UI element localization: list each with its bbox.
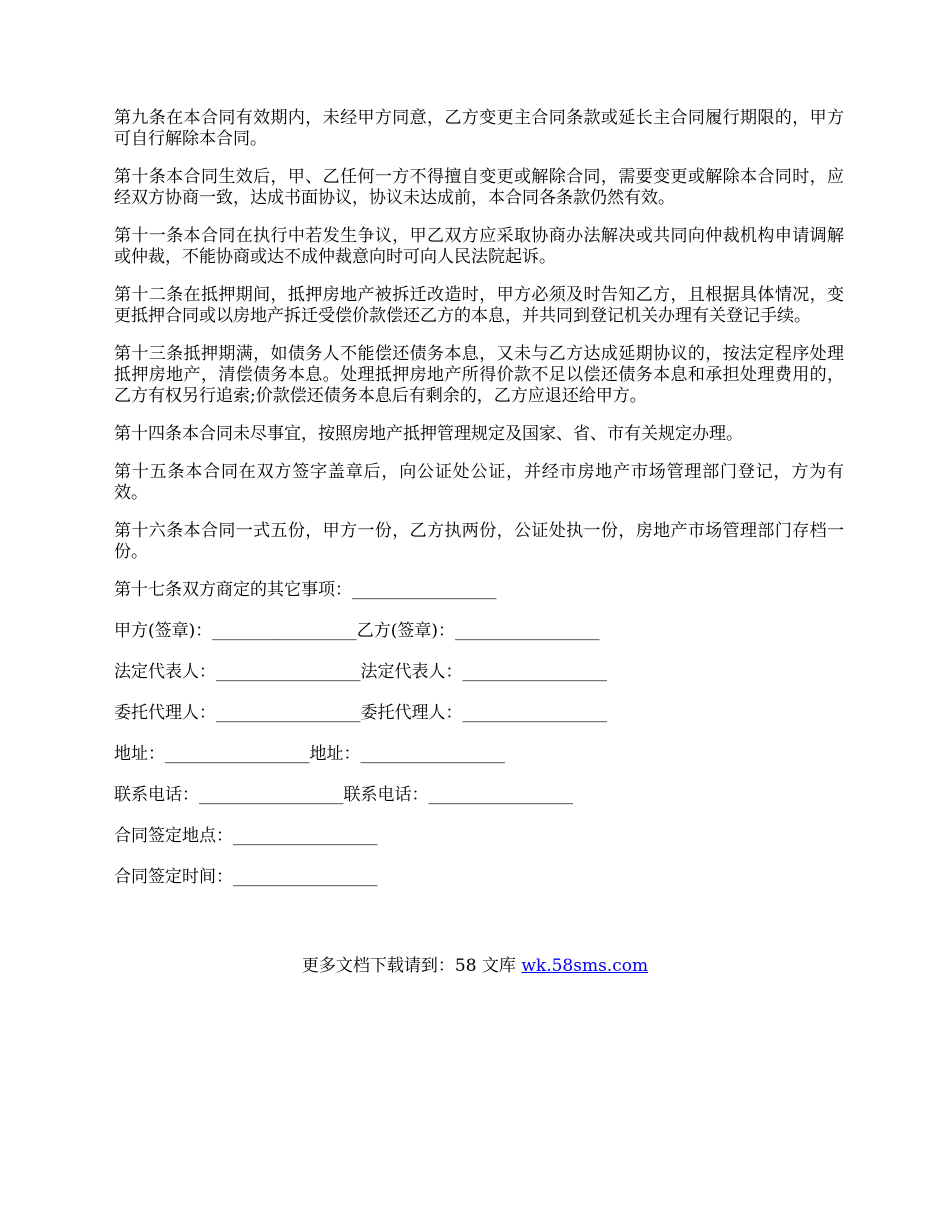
article-13: 第十三条抵押期满，如债务人不能偿还债务本息，又未与乙方达成延期协议的，按法定程序处理抵押房地产，清偿债务本息。处理抵押房地产所得价款不足以偿还债务本息和承担处理费用的，乙方有权另行追索;价款偿还债务本息后有剩余的，乙方应退还给甲方。 bbox=[114, 344, 844, 406]
other-matters-line: 第十七条双方商定的其它事项：_________________ bbox=[114, 580, 497, 600]
footer-text: 更多文档下载请到：58 文库 bbox=[301, 956, 522, 976]
article-11: 第十一条本合同在执行中若发生争议，甲乙双方应采取协商办法解决或共同向仲裁机构申请调解或仲裁，不能协商或达不成仲裁意向时可向人民法院起诉。 bbox=[114, 226, 844, 267]
legal-representative-line: 法定代表人：_________________法定代表人：_________________ bbox=[114, 662, 607, 682]
download-footer bbox=[0, 956, 950, 977]
contract-body bbox=[114, 108, 844, 908]
article-14: 第十四条本合同未尽事宜，按照房地产抵押管理规定及国家、省、市有关规定办理。 bbox=[114, 424, 743, 444]
address-line: 地址：_________________地址：_________________ bbox=[114, 744, 505, 764]
article-15: 第十五条本合同在双方签字盖章后，向公证处公证，并经市房地产市场管理部门登记，方为有效。 bbox=[114, 462, 844, 503]
signature-line: 甲方(签章)：_________________乙方(签章)：_________________ bbox=[114, 621, 600, 641]
phone-line: 联系电话：_________________联系电话：_________________ bbox=[114, 785, 573, 805]
article-10: 第十条本合同生效后，甲、乙任何一方不得擅自变更或解除合同，需要变更或解除本合同时，应经双方协商一致，达成书面协议，协议未达成前，本合同各条款仍然有效。 bbox=[114, 167, 844, 208]
sign-time-line: 合同签定时间：_________________ bbox=[114, 867, 378, 887]
article-16: 第十六条本合同一式五份，甲方一份，乙方执两份，公证处执一份，房地产市场管理部门存档一份。 bbox=[114, 521, 844, 562]
article-9: 第九条在本合同有效期内，未经甲方同意，乙方变更主合同条款或延长主合同履行期限的，甲方可自行解除本合同。 bbox=[114, 108, 844, 149]
sign-place-line: 合同签定地点：_________________ bbox=[114, 826, 378, 846]
agent-line: 委托代理人：_________________委托代理人：_________________ bbox=[114, 703, 607, 723]
article-12: 第十二条在抵押期间，抵押房地产被拆迁改造时，甲方必须及时告知乙方，且根据具体情况，变更抵押合同或以房地产拆迁受偿价款偿还乙方的本息，并共同到登记机关办理有关登记手续。 bbox=[114, 285, 844, 326]
footer-link[interactable]: wk.58sms.com bbox=[521, 956, 649, 976]
